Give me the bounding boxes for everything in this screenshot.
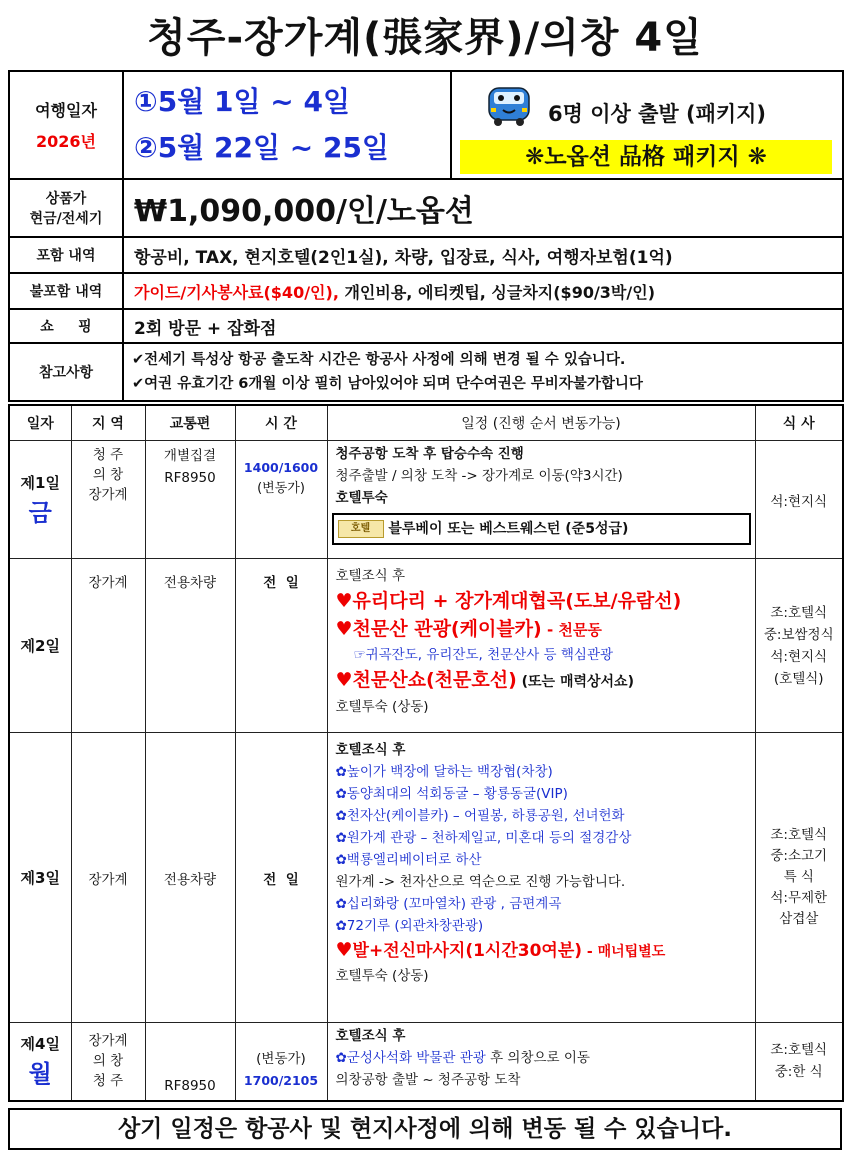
- day1-region-2: 의 창: [92, 467, 124, 483]
- day3-item-10: [336, 937, 755, 965]
- day4-transport: RF8950: [145, 1023, 235, 1101]
- day4-label: [9, 1023, 71, 1101]
- day4-time-value: 1700/2105: [243, 1073, 319, 1089]
- day2-itinerary: [327, 559, 755, 733]
- page-title: 청주-장가계(張家界)/의창 4일: [147, 15, 703, 61]
- day4-item-2-sub: 후 의창으로 이동: [485, 1050, 590, 1066]
- day4-meal: [755, 1023, 843, 1101]
- day4-item-2: [336, 1047, 755, 1069]
- day2-time: 전 일: [235, 559, 327, 733]
- day4-row: [9, 1023, 843, 1101]
- day2-meal-3: 석:현지식: [770, 648, 828, 665]
- day4-time-note: (변동가): [256, 1051, 306, 1068]
- day4-meal-2: 중:한 식: [774, 1064, 823, 1081]
- header-region: 지 역: [71, 405, 145, 441]
- day3-item-3: ✿동양최대의 석회동굴 – 황룡동굴(VIP): [335, 786, 568, 802]
- day2-item-5: [336, 666, 755, 696]
- day2-item-3-sub: - 천문동: [541, 621, 602, 639]
- travel-date-label: 여행일자: [35, 101, 97, 120]
- excluded-red: 가이드/기사봉사료($40/인),: [134, 282, 339, 302]
- shopping-value: 2회 방문 + 잡화점: [123, 309, 843, 343]
- day3-item-4: ✿천자산(케이블카) – 어필봉, 하룡공원, 선녀헌화: [335, 808, 625, 824]
- day2-region: 장가계: [71, 559, 145, 733]
- day4-item-1: 호텔조식 후: [335, 1028, 406, 1044]
- year-label: 2026년: [36, 132, 96, 151]
- price-label-2: 현금/전세기: [29, 211, 103, 227]
- day1-row: [9, 441, 843, 559]
- shopping-label: 쇼 핑: [9, 309, 123, 343]
- day2-transport: 전용차량: [145, 559, 235, 733]
- day1-dow: 금: [28, 498, 52, 527]
- included-label: 포함 내역: [9, 237, 123, 273]
- day2-item-2-text: 유리다리 + 장가계대협곡(도보/유람선): [352, 590, 682, 612]
- hotel-icon: 호텔: [338, 520, 384, 538]
- day4-day: 제4일: [20, 1035, 60, 1054]
- day4-item-2-text: ✿군성사석화 박물관 관광: [335, 1050, 486, 1066]
- day1-region-1: 청 주: [92, 447, 124, 463]
- day3-meal-1: 조:호텔식: [770, 827, 828, 843]
- notes-cell: [123, 343, 843, 401]
- day1-time-note: (변동가): [257, 481, 305, 496]
- day2-item-6: 호텔투숙 (상동): [335, 699, 429, 715]
- day1-region-3: 장가계: [88, 487, 128, 503]
- day1-day: 제1일: [20, 473, 60, 492]
- day3-item-1: 호텔조식 후: [335, 742, 406, 758]
- departure-text: 6명 이상 출발 (패키지): [548, 102, 767, 126]
- day3-item-7: 원가계 -> 천자산으로 역순으로 진행 가능합니다.: [335, 874, 626, 890]
- day1-hotel-box: [332, 513, 751, 545]
- day3-meal-5: 삼겹살: [779, 911, 819, 927]
- bus-icon: [486, 84, 532, 128]
- day3-time: 전 일: [235, 733, 327, 1023]
- day4-time: [235, 1023, 327, 1101]
- excluded-label: 불포함 내역: [9, 273, 123, 309]
- excluded-cell: [123, 273, 843, 309]
- day2-item-5-sub: (또는 매력상서쇼): [516, 674, 634, 690]
- day2-item-4: ☞귀곡잔도, 유리잔도, 천문산사 등 핵심관광: [353, 647, 614, 663]
- day3-item-10-sub: - 매너팁별도: [582, 944, 666, 960]
- day3-meal-2: 중:소고기: [770, 848, 828, 864]
- dates-cell: [123, 71, 451, 179]
- day1-label: [9, 441, 71, 559]
- day3-transport: 전용차량: [145, 733, 235, 1023]
- day1-item-2: 청주출발 / 의창 도착 -> 장가계로 이동(약3시간): [335, 468, 623, 484]
- day2-meal-1: 조:호텔식: [770, 604, 828, 621]
- note-1: ✔전세기 특성상 항공 출도착 시간은 항공사 사정에 의해 변경 될 수 있습니다.: [132, 352, 626, 368]
- day4-meal-1: 조:호텔식: [770, 1042, 828, 1059]
- day4-region-3: 청 주: [92, 1073, 124, 1090]
- included-value: 항공비, TAX, 현지호텔(2인1실), 차량, 입장료, 식사, 여행자보험(1억): [123, 237, 843, 273]
- day4-region-1: 장가계: [88, 1033, 128, 1050]
- excluded-rest: 개인비용, 에티켓팁, 싱글차지($90/3박/인): [338, 282, 656, 302]
- day1-transport-2: RF8950: [164, 470, 216, 486]
- day1-region: [71, 441, 145, 559]
- day1-hotel: 블루베이 또는 베스트웨스턴 (준5성급): [388, 521, 629, 537]
- day1-meal: 석:현지식: [755, 441, 843, 559]
- heart-icon: ♥: [335, 939, 353, 961]
- header-day: 일자: [9, 405, 71, 441]
- day2-row: [9, 559, 843, 733]
- day4-dow: 월: [28, 1060, 52, 1089]
- day1-time-value: 1400/1600: [243, 460, 319, 475]
- price-value: ₩1,090,000/인/노옵션: [123, 179, 843, 237]
- day4-itinerary: [327, 1023, 755, 1101]
- day2-item-3: [336, 615, 755, 644]
- heart-icon: ♥: [335, 590, 353, 612]
- day3-item-8: ✿십리화랑 (꼬마열차) 관광 , 금편계곡: [335, 896, 562, 912]
- date-1: ①5월 1일 ~ 4일: [134, 85, 351, 118]
- day1-transport: [145, 441, 235, 559]
- day3-item-6: ✿백룡엘리베이터로 하산: [335, 852, 482, 868]
- note-2: ✔여권 유효기간 6개월 이상 필히 남아있어야 되며 단수여권은 무비자불가합니다: [132, 376, 643, 392]
- day1-itinerary: [327, 441, 755, 559]
- schedule-table: [8, 404, 844, 1102]
- day2-meal-4: (호텔식): [773, 670, 824, 687]
- date-2: ②5월 22일 ~ 25일: [134, 131, 389, 164]
- day3-item-9: ✿72기루 (외관차창관광): [335, 918, 484, 934]
- day4-region-2: 의 창: [92, 1053, 124, 1070]
- day4-region: [71, 1023, 145, 1101]
- day1-transport-1: 개별집결: [163, 448, 217, 464]
- heart-icon: ♥: [335, 669, 353, 691]
- day3-itinerary: [327, 733, 755, 1023]
- day3-item-5: ✿원가계 관광 – 천하제일교, 미혼대 등의 절경감상: [335, 830, 632, 846]
- day2-item-5-text: 천문산쇼(천문호선): [352, 669, 517, 691]
- day3-meal-4: 석:무제한: [770, 890, 828, 906]
- day2-item-3-text: 천문산 관광(케이블카): [352, 618, 542, 640]
- day2-item-2: [336, 587, 755, 615]
- day1-item-1: 청주공항 도착 후 탑승수속 진행: [335, 446, 524, 462]
- header-itinerary: 일정 (진행 순서 변동가능): [327, 405, 755, 441]
- day3-meal-3: 특 식: [783, 869, 814, 885]
- header-time: 시 간: [235, 405, 327, 441]
- day2-item-1: 호텔조식 후: [335, 568, 405, 584]
- day3-region: 장가계: [71, 733, 145, 1023]
- notes-label: 참고사항: [9, 343, 123, 401]
- day2-meal: [755, 559, 843, 733]
- day3-label: 제3일: [9, 733, 71, 1023]
- day2-label: 제2일: [9, 559, 71, 733]
- day2-meal-2: 중:보쌈정식: [763, 626, 834, 643]
- heart-icon: ♥: [335, 618, 353, 640]
- footer-notice: 상기 일정은 항공사 및 현지사정에 의해 변동 될 수 있습니다.: [8, 1108, 842, 1150]
- travel-date-cell: [9, 71, 123, 179]
- package-badge: ❋노옵션 品格 패키지 ❋: [460, 140, 832, 174]
- header-meal: 식 사: [755, 405, 843, 441]
- day3-meal: [755, 733, 843, 1023]
- info-table: [8, 70, 844, 402]
- header-transport: 교통편: [145, 405, 235, 441]
- day1-item-3: 호텔투숙: [335, 490, 388, 506]
- day1-time: [235, 441, 327, 559]
- day4-item-3: 의창공항 출발 ~ 청주공항 도착: [335, 1072, 521, 1088]
- price-label-1: 상품가: [45, 191, 87, 207]
- day3-item-11: 호텔투숙 (상동): [335, 968, 429, 984]
- day3-row: [9, 733, 843, 1023]
- day3-item-2: ✿높이가 백장에 달하는 백장협(차창): [335, 764, 553, 780]
- day3-item-10-text: 발+전신마사지(1시간30여분): [352, 941, 583, 961]
- price-label-cell: [9, 179, 123, 237]
